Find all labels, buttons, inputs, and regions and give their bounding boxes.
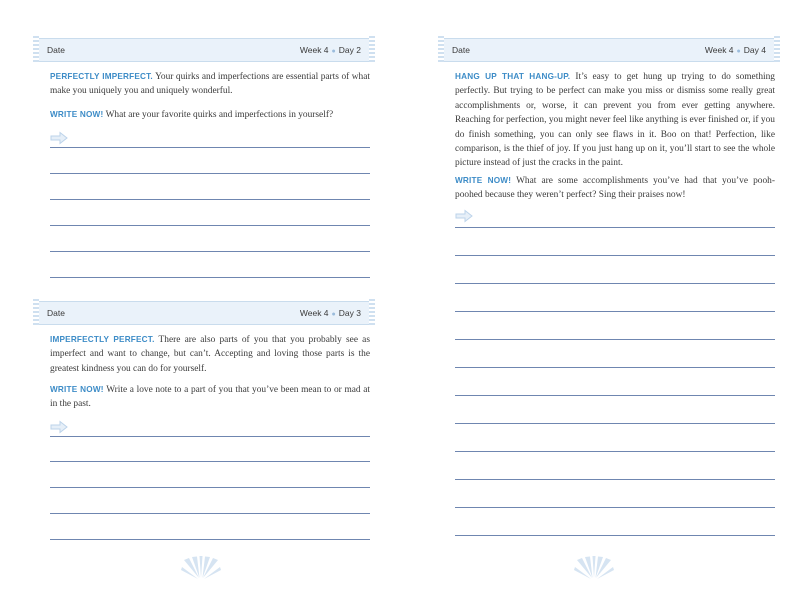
writing-line[interactable]	[455, 479, 775, 480]
week-day-label	[300, 45, 361, 55]
day-label: Day 3	[338, 308, 361, 318]
separator-dot-icon: ●	[331, 311, 336, 318]
week-day-label	[300, 308, 361, 318]
entry-day3	[36, 301, 372, 410]
writing-line[interactable]	[50, 251, 370, 252]
writing-line[interactable]	[455, 227, 775, 228]
writing-line[interactable]	[50, 199, 370, 200]
day-label: Day 2	[338, 45, 361, 55]
entry-intro	[455, 70, 775, 171]
entry-body: There are also parts of you that you probably see as imperfect and want to change, but can’t. Accepting and loving those parts is the greatest kindness you can do for yourself.	[50, 335, 370, 374]
write-now-prompt	[50, 108, 370, 122]
week-day-label	[705, 45, 766, 55]
writing-line[interactable]	[50, 277, 370, 278]
date-header	[36, 301, 372, 325]
date-label: Date	[47, 45, 65, 55]
fan-ornament-icon	[573, 556, 615, 580]
writing-line[interactable]	[50, 436, 370, 437]
arrow-right-icon	[455, 209, 473, 223]
writing-line[interactable]	[50, 539, 370, 540]
entry-day2	[36, 38, 372, 120]
right-page	[405, 0, 810, 612]
writing-line[interactable]	[455, 423, 775, 424]
prompt-text: Write a love note to a part of you that you’ve been mean to or mad at in the past.	[50, 385, 370, 410]
prompt-text: What are your favorite quirks and imperfections in yourself?	[105, 110, 334, 120]
entry-body: It’s easy to get hung up trying to do something perfectly. But trying to be perfect can make you miss or dismiss some really great accomplishments or, worse, it can prevent you from ever getting anywhere. Reaching for perfection, you might never feel like anything is ever finished or, if you do finish something, you can only see flaws in it. Boo on that! Perfection, like comparison, is the thief of joy. If you just hang up on it, you’ll start to see the whole picture instead of just the cracks in the paint.	[455, 72, 775, 169]
arrow-right-icon	[50, 131, 68, 145]
writing-line[interactable]	[455, 255, 775, 256]
prompt-kicker: WRITE NOW!	[455, 176, 512, 185]
entry-kicker: PERFECTLY IMPERFECT.	[50, 72, 153, 81]
writing-line[interactable]	[455, 367, 775, 368]
week-label: Week 4	[299, 45, 329, 55]
separator-dot-icon: ●	[736, 48, 741, 55]
writing-line[interactable]	[455, 451, 775, 452]
write-now-prompt	[455, 174, 775, 203]
separator-dot-icon: ●	[331, 48, 336, 55]
week-label: Week 4	[299, 308, 329, 318]
writing-line[interactable]	[50, 225, 370, 226]
date-header	[36, 38, 372, 62]
fan-ornament-icon	[180, 556, 222, 580]
entry-kicker: IMPERFECTLY PERFECT.	[50, 335, 155, 344]
writing-line[interactable]	[50, 461, 370, 462]
write-now-prompt	[50, 383, 370, 412]
writing-line[interactable]	[455, 507, 775, 508]
entry-intro	[50, 70, 370, 99]
entry-intro	[50, 333, 370, 376]
writing-line[interactable]	[50, 487, 370, 488]
writing-line[interactable]	[455, 535, 775, 536]
date-header	[441, 38, 777, 62]
entry-body: Your quirks and imperfections are essential parts of what make you uniquely you and uniquely wonderful.	[50, 72, 370, 97]
prompt-text: What are some accomplishments you’ve had that you’ve pooh-poohed because they weren’t perfect? Sing their praises now!	[455, 176, 775, 201]
entry-kicker: HANG UP THAT HANG-UP.	[455, 72, 571, 81]
writing-line[interactable]	[50, 147, 370, 148]
writing-line[interactable]	[455, 339, 775, 340]
date-label: Date	[452, 45, 470, 55]
writing-line[interactable]	[455, 283, 775, 284]
day-label: Day 4	[743, 45, 766, 55]
week-label: Week 4	[704, 45, 734, 55]
writing-line[interactable]	[50, 173, 370, 174]
entry-day4	[441, 38, 777, 201]
writing-line[interactable]	[50, 513, 370, 514]
writing-line[interactable]	[455, 395, 775, 396]
prompt-kicker: WRITE NOW!	[50, 385, 104, 394]
arrow-right-icon	[50, 420, 68, 434]
date-label: Date	[47, 308, 65, 318]
prompt-kicker: WRITE NOW!	[50, 110, 104, 119]
writing-line[interactable]	[455, 311, 775, 312]
